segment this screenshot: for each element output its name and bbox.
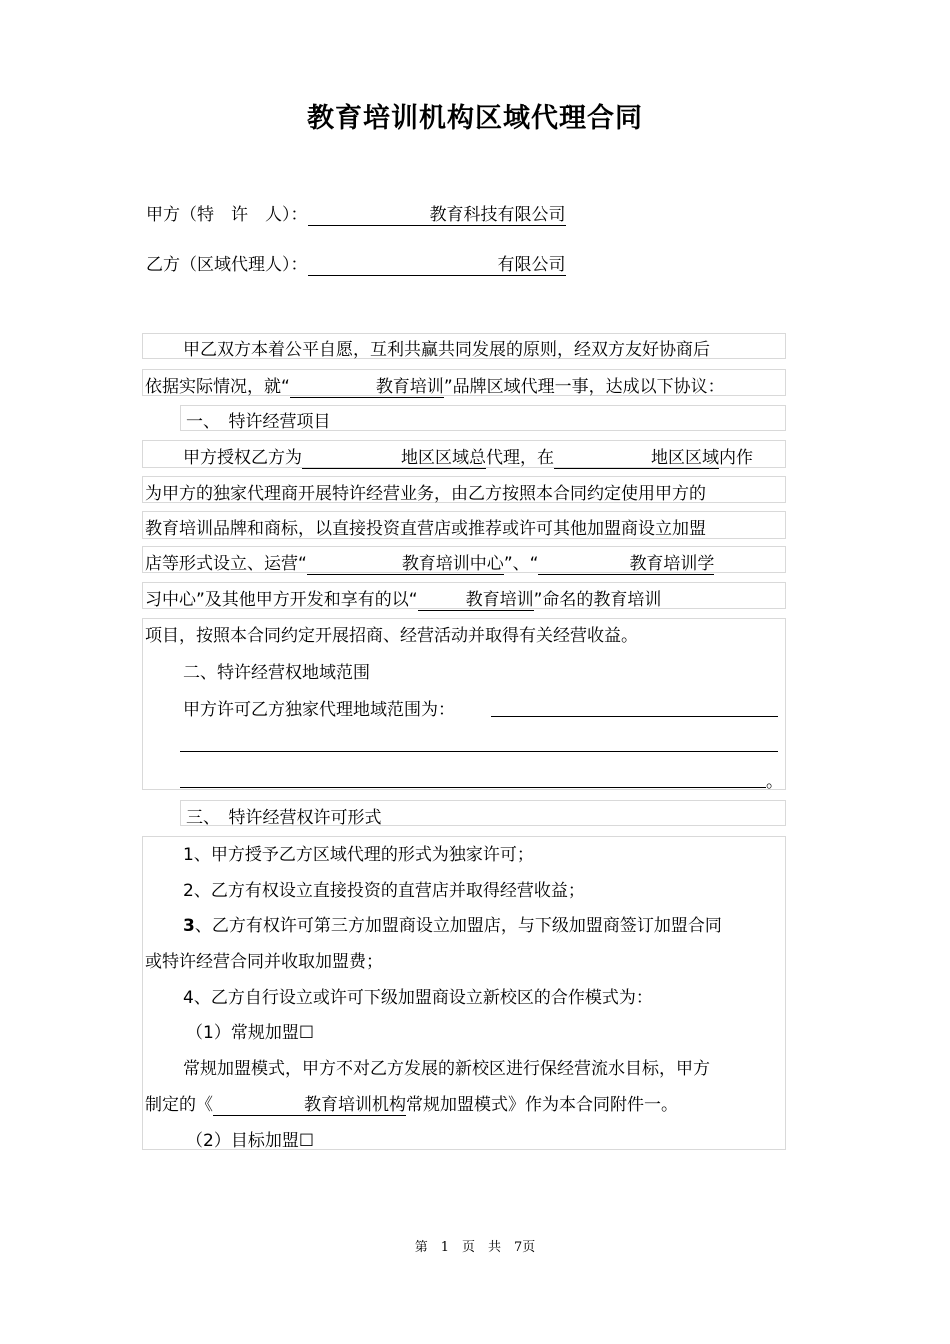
center-name-blank-1: 教育培训中心 [307, 549, 504, 575]
page-footer: 第 1 页 共 7页 [414, 1240, 536, 1255]
section-3-item-2: 2、乙方有权设立直接投资的直营店并取得经营收益； [183, 881, 585, 901]
section-1-line-3: 教育培训品牌和商标，以直接投资直营店或推荐或许可其他加盟商设立加盟 [145, 519, 706, 539]
party-b-label: 乙方（区域代理人）： [146, 255, 308, 275]
option-2-heading: （2）目标加盟☐ [186, 1131, 315, 1151]
section-1-heading: 一、 特许经营项目 [186, 412, 331, 432]
option-1-line-2: 制定的《 教育培训机构常规加盟模式》作为本合同附件一。 [145, 1090, 678, 1116]
section-3-item-3-cont: 或特许经营合同并收取加盟费； [145, 952, 383, 972]
attachment-blank: 教育培训机构 [213, 1090, 406, 1116]
territory-end-mark: 。 [766, 772, 783, 792]
preamble-line-1: 甲乙双方本着公平自愿，互利共赢共同发展的原则，经双方友好协商后 [183, 340, 710, 360]
brand-blank: 教育培训 [290, 372, 444, 398]
option-1-heading: （1）常规加盟☐ [186, 1023, 315, 1043]
territory-blank-1 [491, 716, 778, 717]
party-a-label: 甲方（特 许 人）： [146, 205, 308, 225]
section-1-line-6: 项目，按照本合同约定开展招商、经营活动并取得有关经营收益。 [145, 626, 638, 646]
party-b-value: 有限公司 [308, 250, 566, 276]
section-3-item-4: 4、乙方自行设立或许可下级加盟商设立新校区的合作模式为： [183, 988, 653, 1008]
section-1-line-1: 甲方授权乙方为 地区区域总代理，在 地区区域内作 [183, 443, 753, 469]
brand-blank-2: 教育培训 [418, 585, 534, 611]
section-1-line-4: 店等形式设立、运营“ 教育培训中心”、“ 教育培训学 [145, 549, 714, 575]
section-2-line-1: 甲方许可乙方独家代理地域范围为： [183, 700, 455, 720]
option-1-line-1: 常规加盟模式，甲方不对乙方发展的新校区进行保经营流水目标，甲方 [183, 1059, 710, 1079]
territory-blank-3 [180, 787, 766, 788]
party-a-value: 教育科技有限公司 [308, 200, 566, 226]
document-title: 教育培训机构区域代理合同 [307, 103, 643, 134]
preamble-line-2: 依据实际情况，就“ 教育培训”品牌区域代理一事，达成以下协议： [145, 372, 725, 398]
center-name-blank-2: 教育培训学 [538, 549, 714, 575]
region-blank-1: 地区区域总 [302, 443, 486, 469]
section-1-line-5: 习中心”及其他甲方开发和享有的以“ 教育培训”命名的教育培训 [145, 585, 661, 611]
party-a-line [146, 200, 566, 226]
section-3-item-1: 1、甲方授予乙方区域代理的形式为独家许可； [183, 845, 534, 865]
section-1-line-2: 为甲方的独家代理商开展特许经营业务，由乙方按照本合同约定使用甲方的 [145, 484, 706, 504]
section-3-heading: 三、 特许经营权许可形式 [186, 808, 382, 828]
section-2-heading: 二、特许经营权地域范围 [183, 663, 370, 683]
section-3-item-3: 3、乙方有权许可第三方加盟商设立加盟店，与下级加盟商签订加盟合同 [183, 916, 722, 936]
party-b-line [146, 250, 566, 276]
territory-blank-2 [180, 751, 778, 752]
region-blank-2: 地区区域 [554, 443, 719, 469]
